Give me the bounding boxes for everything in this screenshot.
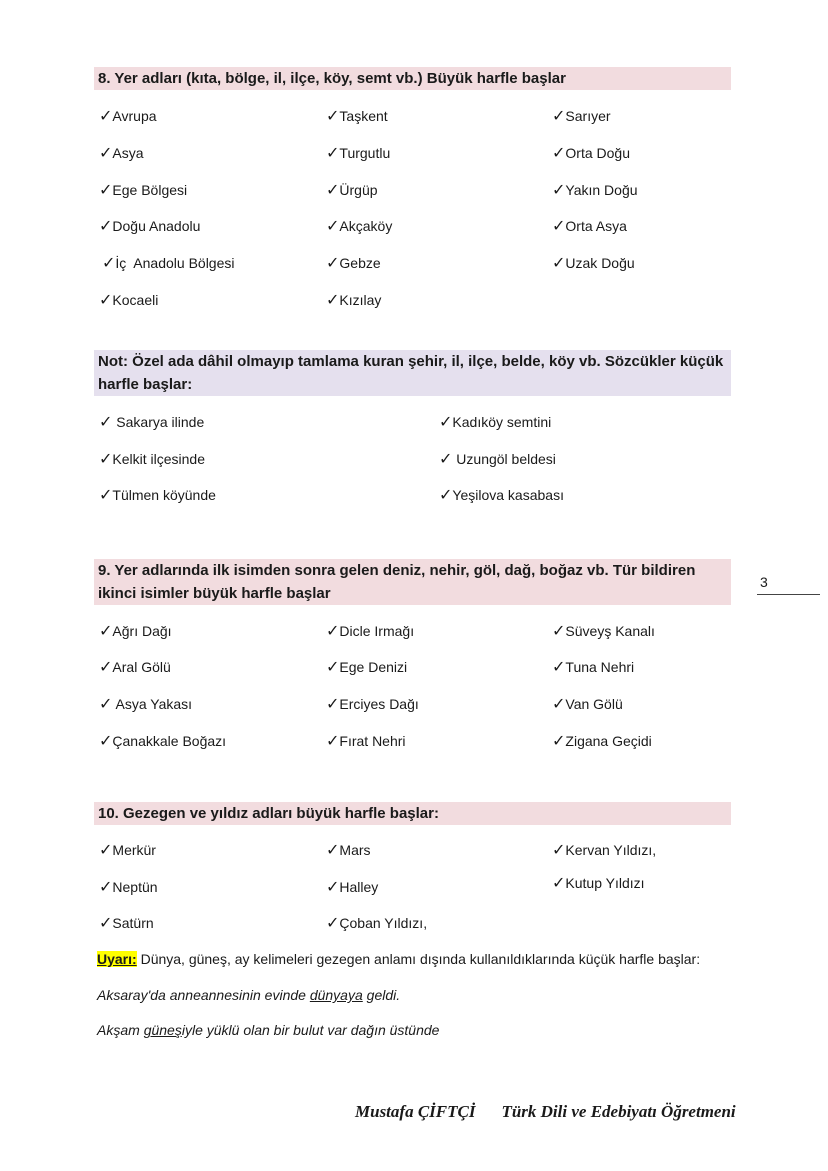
check-icon: ✓: [99, 182, 113, 199]
list-item: ✓Erciyes Dağı: [326, 696, 419, 713]
list-item: ✓Turgutlu: [326, 145, 391, 162]
list-item: ✓Ürgüp: [326, 182, 378, 199]
check-icon: ✓: [326, 696, 340, 713]
check-icon: ✓: [326, 879, 340, 896]
list-item: ✓Akçaköy: [326, 218, 393, 235]
page-number: 3: [760, 574, 768, 590]
check-icon: ✓: [326, 292, 340, 309]
list-item: ✓Avrupa: [99, 108, 157, 125]
list-item: ✓Satürn: [99, 915, 154, 932]
check-icon: ✓: [552, 696, 566, 713]
list-item: ✓Taşkent: [326, 108, 388, 125]
check-icon: ✓: [439, 414, 453, 431]
list-item: ✓Süveyş Kanalı: [552, 623, 655, 640]
list-item: ✓Aral Gölü: [99, 659, 171, 676]
check-icon: ✓: [552, 108, 566, 125]
list-item: ✓Çanakkale Boğazı: [99, 733, 227, 750]
check-icon: ✓: [99, 487, 113, 504]
list-item: ✓Doğu Anadolu: [99, 218, 201, 235]
list-item: ✓Merkür: [99, 842, 156, 859]
check-icon: ✓: [326, 108, 340, 125]
list-item: ✓Kervan Yıldızı,: [552, 842, 657, 859]
check-icon: ✓: [99, 696, 113, 713]
list-item: ✓Neptün: [99, 879, 158, 896]
list-item: ✓Kocaeli: [99, 292, 159, 309]
footer-signature: [355, 1102, 736, 1122]
check-icon: ✓: [99, 915, 113, 932]
list-item: ✓Tülmen köyünde: [99, 487, 216, 504]
check-icon: ✓: [99, 842, 113, 859]
example-sentence-2: Akşam güneşiyle yüklü olan bir bulut var dağın üstünde: [97, 1022, 440, 1038]
list-item: ✓Yeşilova kasabası: [439, 487, 564, 504]
example-sentence-1: Aksaray'da anneannesinin evinde dünyaya geldi.: [97, 987, 401, 1003]
list-item: ✓Sarıyer: [552, 108, 611, 125]
warning-label: Uyarı:: [97, 951, 137, 967]
check-icon: ✓: [99, 108, 113, 125]
list-item: ✓Kadıköy semtini: [439, 414, 552, 431]
list-item: ✓Kelkit ilçesinde: [99, 451, 206, 468]
list-item: ✓Asya: [99, 145, 144, 162]
list-item: ✓Orta Doğu: [552, 145, 630, 162]
list-item: ✓Gebze: [326, 255, 381, 272]
warning-text: Dünya, güneş, ay kelimeleri gezegen anlamı dışında kullanıldıklarında küçük harfle başlar:: [136, 951, 701, 967]
list-item: ✓Çoban Yıldızı,: [326, 915, 428, 932]
page-number-rule: [757, 594, 820, 595]
check-icon: ✓: [552, 255, 566, 272]
list-item: ✓Van Gölü: [552, 696, 623, 713]
list-item: ✓Ağrı Dağı: [99, 623, 172, 640]
check-icon: ✓: [99, 879, 113, 896]
list-item: ✓Dicle Irmağı: [326, 623, 415, 640]
section-9-title: 9. Yer adlarında ilk isimden sonra gelen deniz, nehir, göl, dağ, boğaz vb. Tür bildiren ikinci isimler büyük harfle başlar: [98, 562, 696, 602]
check-icon: ✓: [326, 623, 340, 640]
check-icon: ✓: [439, 487, 453, 504]
check-icon: ✓: [99, 414, 113, 431]
list-item: ✓Orta Asya: [552, 218, 627, 235]
check-icon: ✓: [552, 733, 566, 750]
underlined-word: güneş: [143, 1022, 182, 1038]
list-item: ✓Mars: [326, 842, 371, 859]
check-icon: ✓: [326, 842, 340, 859]
list-item: ✓Fırat Nehri: [326, 733, 406, 750]
check-icon: ✓: [326, 182, 340, 199]
check-icon: ✓: [552, 182, 566, 199]
check-icon: ✓: [439, 451, 453, 468]
check-icon: ✓: [552, 218, 566, 235]
check-icon: ✓: [326, 733, 340, 750]
check-icon: ✓: [552, 623, 566, 640]
check-icon: ✓: [552, 842, 566, 859]
list-item: ✓ Asya Yakası: [99, 696, 193, 713]
check-icon: ✓: [99, 145, 113, 162]
note-title: Not: Özel ada dâhil olmayıp tamlama kuran şehir, il, ilçe, belde, köy vb. Sözcükler küçük harfle başlar:: [98, 353, 724, 393]
check-icon: ✓: [326, 218, 340, 235]
footer-author: Mustafa ÇİFTÇİ: [355, 1102, 476, 1121]
list-item: ✓ Uzungöl beldesi: [439, 451, 556, 468]
check-icon: ✓: [326, 255, 340, 272]
list-item: ✓Zigana Geçidi: [552, 733, 652, 750]
note-heading: [94, 350, 731, 396]
check-icon: ✓: [102, 255, 116, 272]
check-icon: ✓: [99, 733, 113, 750]
list-item: ✓Halley: [326, 879, 379, 896]
check-icon: ✓: [326, 915, 340, 932]
warning-paragraph: [97, 951, 700, 967]
section-10-title: 10. Gezegen ve yıldız adları büyük harfle başlar:: [98, 805, 439, 822]
list-item: ✓Ege Denizi: [326, 659, 408, 676]
check-icon: ✓: [99, 292, 113, 309]
check-icon: ✓: [552, 875, 566, 892]
section-10-heading: [94, 802, 731, 825]
check-icon: ✓: [99, 623, 113, 640]
list-item: ✓Yakın Doğu: [552, 182, 638, 199]
check-icon: ✓: [99, 659, 113, 676]
list-item: ✓Uzak Doğu: [552, 255, 635, 272]
check-icon: ✓: [552, 145, 566, 162]
list-item: ✓Kızılay: [326, 292, 382, 309]
list-item: ✓İç Anadolu Bölgesi: [102, 255, 235, 272]
section-8-title: 8. Yer adları (kıta, bölge, il, ilçe, köy, semt vb.) Büyük harfle başlar: [98, 70, 566, 87]
section-8-heading: [94, 67, 731, 90]
list-item: ✓Kutup Yıldızı: [552, 875, 645, 892]
check-icon: ✓: [552, 659, 566, 676]
footer-role: Türk Dili ve Edebiyatı Öğretmeni: [501, 1102, 736, 1121]
check-icon: ✓: [99, 451, 113, 468]
check-icon: ✓: [99, 218, 113, 235]
list-item: ✓ Sakarya ilinde: [99, 414, 205, 431]
check-icon: ✓: [326, 659, 340, 676]
list-item: ✓Ege Bölgesi: [99, 182, 188, 199]
section-9-heading: [94, 559, 731, 605]
underlined-word: dünyaya: [309, 987, 363, 1003]
check-icon: ✓: [326, 145, 340, 162]
list-item: ✓Tuna Nehri: [552, 659, 635, 676]
